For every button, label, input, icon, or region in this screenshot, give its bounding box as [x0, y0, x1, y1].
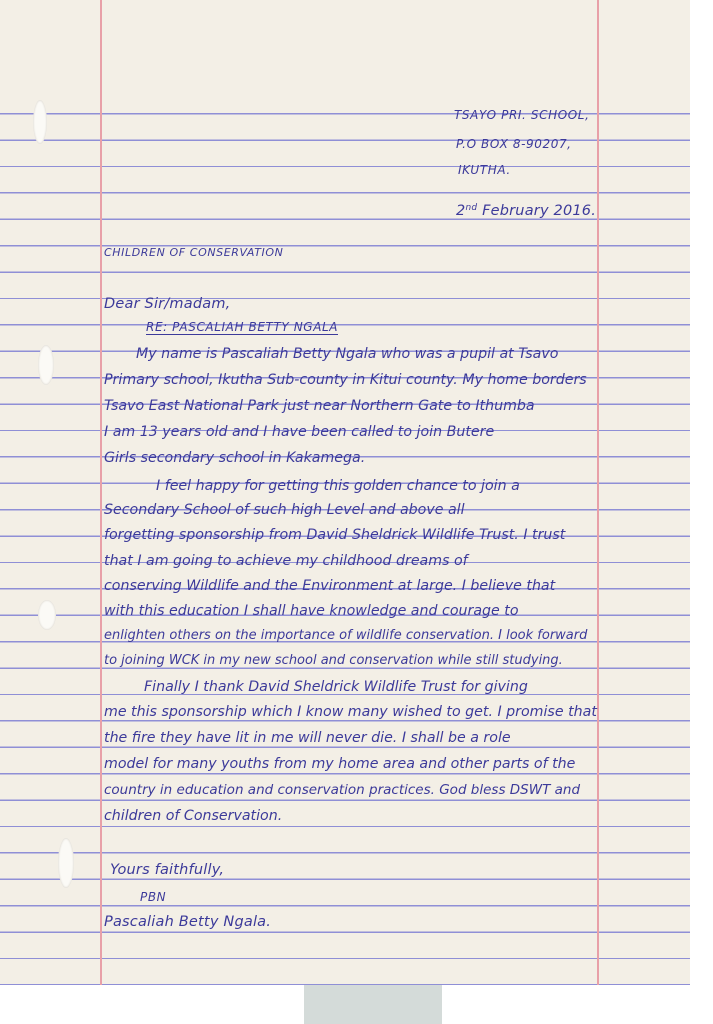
body-line: the fire they have lit in me will never die. I shall be a role: [104, 730, 511, 746]
punch-hole-upper: [38, 345, 54, 385]
body-line: Secondary School of such high Level and above all: [104, 502, 465, 518]
date-suffix: nd: [465, 203, 478, 213]
body-line: I am 13 years old and I have been called to join Butere: [104, 424, 495, 440]
body-line: enlighten others on the importance of wildlife conservation. I look forward: [104, 628, 588, 643]
subject-line: RE: PASCALIAH BETTY NGALA: [146, 320, 339, 334]
address-line-1: TSAYO PRI. SCHOOL,: [454, 108, 590, 122]
body-line: to joining WCK in my new school and conservation while still studying.: [104, 653, 563, 668]
paper-top-margin: [0, 0, 690, 105]
body-line: Primary school, Ikutha Sub-county in Kitui county. My home borders: [104, 372, 587, 388]
date-day: 2: [456, 203, 466, 219]
tape-strip: [304, 985, 442, 1024]
body-line: children of Conservation.: [104, 808, 283, 824]
salutation: Dear Sir/madam,: [104, 296, 231, 312]
address-line-3: IKUTHA.: [458, 163, 511, 177]
body-line: with this education I shall have knowledge and courage to: [104, 603, 519, 619]
signature-name: Pascaliah Betty Ngala.: [104, 914, 272, 930]
date-rest: February 2016.: [482, 203, 597, 219]
body-line: country in education and conservation practices. God bless DSWT and: [104, 782, 581, 798]
punch-hole-top: [33, 100, 47, 144]
body-line: that I am going to achieve my childhood dreams of: [104, 553, 468, 569]
punch-hole-middle: [38, 600, 56, 630]
body-line: Tsavo East National Park just near Northern Gate to Ithumba: [104, 398, 535, 414]
body-line: My name is Pascaliah Betty Ngala who was a pupil at Tsavo: [136, 346, 559, 362]
body-line: Finally I thank David Sheldrick Wildlife Trust for giving: [144, 679, 528, 695]
address-line-2: P.O BOX 8-90207,: [456, 137, 572, 151]
punch-hole-lower: [58, 838, 74, 888]
closing: Yours faithfully,: [110, 862, 225, 878]
body-line: forgetting sponsorship from David Sheldrick Wildlife Trust. I trust: [104, 527, 566, 543]
body-line: I feel happy for getting this golden chance to join a: [156, 478, 520, 494]
body-line: me this sponsorship which I know many wished to get. I promise that: [104, 704, 597, 720]
body-line: Girls secondary school in Kakamega.: [104, 450, 366, 466]
recipient-line: CHILDREN OF CONSERVATION: [104, 246, 284, 259]
body-line: model for many youths from my home area and other parts of the: [104, 756, 576, 772]
letter-date: [456, 203, 596, 219]
body-line: conserving Wildlife and the Environment at large. I believe that: [104, 578, 556, 594]
left-margin-line: [100, 0, 102, 985]
initials-signature: PBN: [140, 890, 167, 904]
